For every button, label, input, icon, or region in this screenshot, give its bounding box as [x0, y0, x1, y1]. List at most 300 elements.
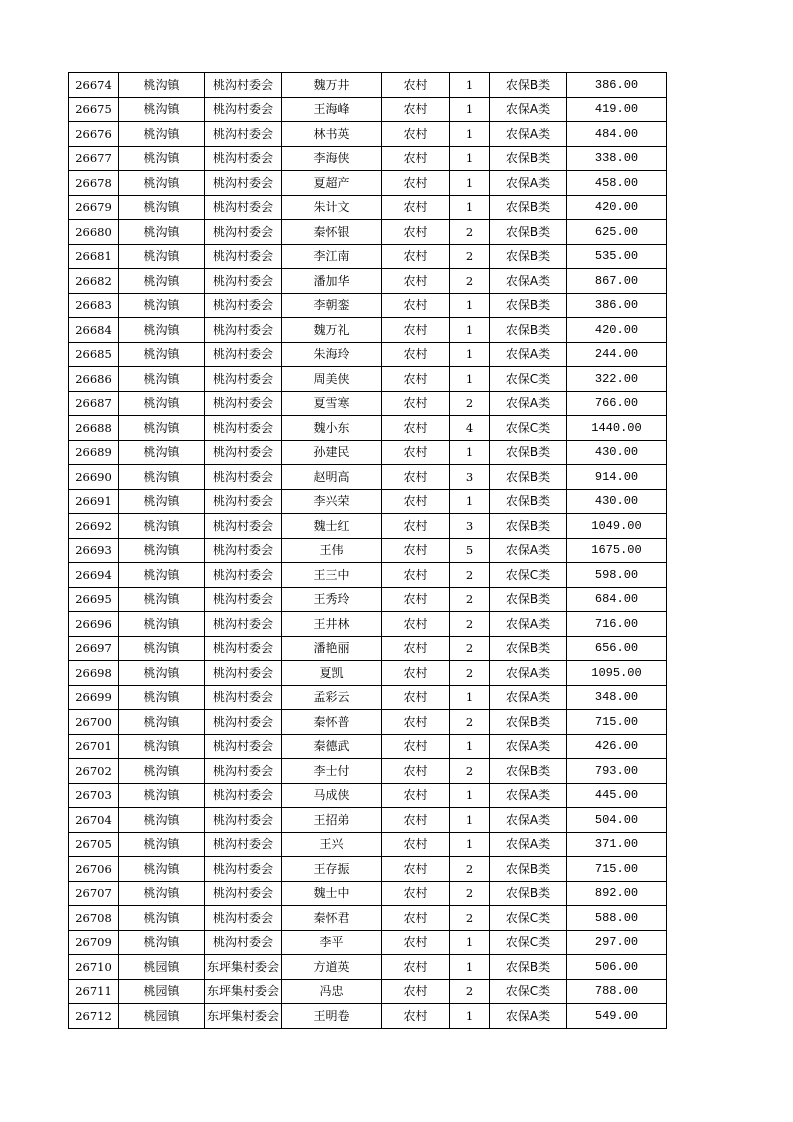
cell-id: 26676: [69, 122, 119, 147]
cell-committee: 桃沟村委会: [205, 293, 282, 318]
cell-id: 26707: [69, 881, 119, 906]
table-row: [69, 1004, 667, 1029]
cell-category: 农保A类: [490, 734, 567, 759]
cell-committee: 桃沟村委会: [205, 661, 282, 686]
cell-category: 农保A类: [490, 661, 567, 686]
cell-category: 农保A类: [490, 808, 567, 833]
cell-count: 1: [450, 97, 490, 122]
cell-amount: 430.00: [567, 440, 667, 465]
cell-area: 农村: [382, 587, 450, 612]
cell-name: 魏小东: [282, 416, 382, 441]
cell-amount: 458.00: [567, 171, 667, 196]
cell-amount: 715.00: [567, 857, 667, 882]
cell-name: 李平: [282, 930, 382, 955]
cell-category: 农保B类: [490, 244, 567, 269]
cell-committee: 桃沟村委会: [205, 808, 282, 833]
cell-committee: 桃沟村委会: [205, 710, 282, 735]
cell-id: 26688: [69, 416, 119, 441]
cell-category: 农保C类: [490, 563, 567, 588]
cell-name: 王招弟: [282, 808, 382, 833]
cell-area: 农村: [382, 97, 450, 122]
cell-committee: 桃沟村委会: [205, 906, 282, 931]
cell-id: 26698: [69, 661, 119, 686]
table-row: [69, 318, 667, 343]
table-row: [69, 832, 667, 857]
cell-town: 桃沟镇: [119, 318, 205, 343]
cell-count: 1: [450, 367, 490, 392]
cell-town: 桃沟镇: [119, 563, 205, 588]
cell-town: 桃沟镇: [119, 416, 205, 441]
cell-committee: 桃沟村委会: [205, 612, 282, 637]
cell-amount: 386.00: [567, 293, 667, 318]
cell-name: 潘艳丽: [282, 636, 382, 661]
cell-town: 桃沟镇: [119, 759, 205, 784]
cell-category: 农保A类: [490, 269, 567, 294]
cell-amount: 716.00: [567, 612, 667, 637]
cell-committee: 桃沟村委会: [205, 122, 282, 147]
cell-count: 1: [450, 195, 490, 220]
cell-count: 2: [450, 759, 490, 784]
cell-name: 王海峰: [282, 97, 382, 122]
cell-name: 夏超产: [282, 171, 382, 196]
cell-amount: 793.00: [567, 759, 667, 784]
cell-id: 26685: [69, 342, 119, 367]
cell-count: 1: [450, 293, 490, 318]
cell-name: 林书英: [282, 122, 382, 147]
cell-amount: 430.00: [567, 489, 667, 514]
cell-town: 桃沟镇: [119, 269, 205, 294]
cell-amount: 1675.00: [567, 538, 667, 563]
cell-committee: 桃沟村委会: [205, 783, 282, 808]
cell-town: 桃沟镇: [119, 710, 205, 735]
cell-id: 26701: [69, 734, 119, 759]
cell-committee: 桃沟村委会: [205, 146, 282, 171]
data-table: [68, 72, 667, 1029]
cell-category: 农保B类: [490, 710, 567, 735]
cell-town: 桃沟镇: [119, 97, 205, 122]
cell-area: 农村: [382, 293, 450, 318]
cell-name: 孙建民: [282, 440, 382, 465]
cell-committee: 桃沟村委会: [205, 514, 282, 539]
table-row: [69, 538, 667, 563]
cell-name: 王明卷: [282, 1004, 382, 1029]
cell-area: 农村: [382, 318, 450, 343]
cell-name: 魏士中: [282, 881, 382, 906]
cell-count: 2: [450, 563, 490, 588]
cell-id: 26689: [69, 440, 119, 465]
cell-committee: 桃沟村委会: [205, 538, 282, 563]
cell-committee: 桃沟村委会: [205, 734, 282, 759]
cell-id: 26684: [69, 318, 119, 343]
cell-id: 26706: [69, 857, 119, 882]
cell-town: 桃沟镇: [119, 685, 205, 710]
cell-id: 26696: [69, 612, 119, 637]
cell-town: 桃沟镇: [119, 391, 205, 416]
cell-town: 桃沟镇: [119, 73, 205, 98]
cell-area: 农村: [382, 734, 450, 759]
cell-category: 农保A类: [490, 122, 567, 147]
cell-count: 1: [450, 146, 490, 171]
table-row: [69, 587, 667, 612]
cell-area: 农村: [382, 538, 450, 563]
table-row: [69, 73, 667, 98]
cell-town: 桃沟镇: [119, 146, 205, 171]
cell-committee: 桃沟村委会: [205, 587, 282, 612]
cell-amount: 549.00: [567, 1004, 667, 1029]
cell-amount: 656.00: [567, 636, 667, 661]
cell-amount: 371.00: [567, 832, 667, 857]
cell-area: 农村: [382, 685, 450, 710]
cell-town: 桃沟镇: [119, 293, 205, 318]
cell-name: 魏万井: [282, 73, 382, 98]
cell-amount: 338.00: [567, 146, 667, 171]
cell-amount: 419.00: [567, 97, 667, 122]
cell-committee: 桃沟村委会: [205, 318, 282, 343]
cell-amount: 914.00: [567, 465, 667, 490]
cell-committee: 桃沟村委会: [205, 930, 282, 955]
cell-category: 农保B类: [490, 440, 567, 465]
table-row: [69, 979, 667, 1004]
cell-amount: 1049.00: [567, 514, 667, 539]
cell-town: 桃沟镇: [119, 930, 205, 955]
cell-committee: 桃沟村委会: [205, 97, 282, 122]
cell-area: 农村: [382, 783, 450, 808]
cell-area: 农村: [382, 710, 450, 735]
cell-count: 1: [450, 318, 490, 343]
cell-count: 3: [450, 514, 490, 539]
cell-amount: 506.00: [567, 955, 667, 980]
table-body: [69, 73, 667, 1029]
cell-committee: 桃沟村委会: [205, 465, 282, 490]
cell-committee: 桃沟村委会: [205, 563, 282, 588]
cell-committee: 桃沟村委会: [205, 73, 282, 98]
cell-category: 农保A类: [490, 783, 567, 808]
cell-count: 2: [450, 710, 490, 735]
cell-town: 桃沟镇: [119, 122, 205, 147]
cell-town: 桃沟镇: [119, 538, 205, 563]
cell-category: 农保B类: [490, 881, 567, 906]
cell-area: 农村: [382, 930, 450, 955]
cell-count: 4: [450, 416, 490, 441]
cell-committee: 桃沟村委会: [205, 440, 282, 465]
cell-category: 农保B类: [490, 955, 567, 980]
cell-town: 桃沟镇: [119, 906, 205, 931]
cell-count: 1: [450, 685, 490, 710]
cell-committee: 桃沟村委会: [205, 367, 282, 392]
cell-id: 26691: [69, 489, 119, 514]
cell-count: 1: [450, 783, 490, 808]
table-row: [69, 514, 667, 539]
cell-category: 农保B类: [490, 857, 567, 882]
cell-name: 魏万礼: [282, 318, 382, 343]
cell-name: 秦怀银: [282, 220, 382, 245]
cell-area: 农村: [382, 612, 450, 637]
table-row: [69, 685, 667, 710]
cell-area: 农村: [382, 881, 450, 906]
cell-name: 马成侠: [282, 783, 382, 808]
cell-town: 桃沟镇: [119, 587, 205, 612]
cell-name: 朱计文: [282, 195, 382, 220]
cell-category: 农保B类: [490, 73, 567, 98]
cell-name: 李士付: [282, 759, 382, 784]
cell-id: 26675: [69, 97, 119, 122]
cell-count: 2: [450, 269, 490, 294]
cell-amount: 625.00: [567, 220, 667, 245]
cell-committee: 桃沟村委会: [205, 881, 282, 906]
table-row: [69, 906, 667, 931]
cell-name: 秦德武: [282, 734, 382, 759]
cell-committee: 东坪集村委会: [205, 955, 282, 980]
cell-category: 农保A类: [490, 538, 567, 563]
table-row: [69, 342, 667, 367]
cell-count: 2: [450, 857, 490, 882]
cell-town: 桃沟镇: [119, 514, 205, 539]
cell-category: 农保A类: [490, 612, 567, 637]
table-row: [69, 146, 667, 171]
cell-count: 2: [450, 979, 490, 1004]
table-row: [69, 97, 667, 122]
cell-category: 农保A类: [490, 685, 567, 710]
cell-id: 26704: [69, 808, 119, 833]
cell-category: 农保B类: [490, 220, 567, 245]
cell-amount: 420.00: [567, 318, 667, 343]
cell-committee: 桃沟村委会: [205, 832, 282, 857]
cell-amount: 504.00: [567, 808, 667, 833]
cell-category: 农保A类: [490, 832, 567, 857]
cell-area: 农村: [382, 857, 450, 882]
cell-town: 桃沟镇: [119, 881, 205, 906]
table-row: [69, 122, 667, 147]
cell-count: 1: [450, 73, 490, 98]
table-row: [69, 710, 667, 735]
cell-town: 桃沟镇: [119, 832, 205, 857]
cell-amount: 588.00: [567, 906, 667, 931]
cell-name: 李江南: [282, 244, 382, 269]
cell-area: 农村: [382, 122, 450, 147]
table-row: [69, 759, 667, 784]
cell-area: 农村: [382, 342, 450, 367]
cell-town: 桃园镇: [119, 1004, 205, 1029]
cell-area: 农村: [382, 1004, 450, 1029]
table-row: [69, 955, 667, 980]
cell-name: 魏士红: [282, 514, 382, 539]
cell-id: 26699: [69, 685, 119, 710]
cell-name: 王秀玲: [282, 587, 382, 612]
table-row: [69, 465, 667, 490]
cell-committee: 桃沟村委会: [205, 342, 282, 367]
cell-town: 桃园镇: [119, 955, 205, 980]
cell-name: 李兴荣: [282, 489, 382, 514]
cell-amount: 445.00: [567, 783, 667, 808]
cell-id: 26697: [69, 636, 119, 661]
cell-area: 农村: [382, 416, 450, 441]
table-row: [69, 293, 667, 318]
cell-town: 桃沟镇: [119, 244, 205, 269]
cell-area: 农村: [382, 73, 450, 98]
table-row: [69, 489, 667, 514]
cell-id: 26683: [69, 293, 119, 318]
cell-area: 农村: [382, 195, 450, 220]
cell-category: 农保B类: [490, 636, 567, 661]
table-row: [69, 416, 667, 441]
cell-town: 桃沟镇: [119, 367, 205, 392]
cell-name: 方道英: [282, 955, 382, 980]
cell-category: 农保B类: [490, 489, 567, 514]
cell-amount: 426.00: [567, 734, 667, 759]
cell-name: 潘加华: [282, 269, 382, 294]
cell-amount: 386.00: [567, 73, 667, 98]
cell-area: 农村: [382, 759, 450, 784]
table-row: [69, 808, 667, 833]
cell-id: 26686: [69, 367, 119, 392]
cell-category: 农保B类: [490, 195, 567, 220]
cell-name: 李朝銮: [282, 293, 382, 318]
cell-category: 农保B类: [490, 759, 567, 784]
cell-name: 孟彩云: [282, 685, 382, 710]
cell-count: 1: [450, 440, 490, 465]
cell-committee: 桃沟村委会: [205, 269, 282, 294]
cell-count: 1: [450, 122, 490, 147]
cell-area: 农村: [382, 465, 450, 490]
table-row: [69, 930, 667, 955]
cell-area: 农村: [382, 563, 450, 588]
cell-amount: 766.00: [567, 391, 667, 416]
cell-category: 农保C类: [490, 930, 567, 955]
cell-town: 桃沟镇: [119, 440, 205, 465]
cell-area: 农村: [382, 906, 450, 931]
cell-count: 3: [450, 465, 490, 490]
cell-name: 夏凯: [282, 661, 382, 686]
cell-id: 26681: [69, 244, 119, 269]
cell-committee: 桃沟村委会: [205, 195, 282, 220]
table-row: [69, 636, 667, 661]
cell-name: 夏雪寒: [282, 391, 382, 416]
cell-committee: 桃沟村委会: [205, 759, 282, 784]
cell-count: 1: [450, 955, 490, 980]
cell-town: 桃沟镇: [119, 489, 205, 514]
cell-committee: 桃沟村委会: [205, 171, 282, 196]
table-row: [69, 857, 667, 882]
table-row: [69, 563, 667, 588]
cell-id: 26694: [69, 563, 119, 588]
cell-area: 农村: [382, 832, 450, 857]
cell-id: 26680: [69, 220, 119, 245]
cell-town: 桃沟镇: [119, 661, 205, 686]
cell-committee: 桃沟村委会: [205, 416, 282, 441]
cell-count: 1: [450, 734, 490, 759]
cell-area: 农村: [382, 391, 450, 416]
cell-category: 农保C类: [490, 979, 567, 1004]
cell-name: 秦怀普: [282, 710, 382, 735]
cell-category: 农保C类: [490, 416, 567, 441]
cell-id: 26700: [69, 710, 119, 735]
table-row: [69, 612, 667, 637]
cell-id: 26705: [69, 832, 119, 857]
table-row: [69, 440, 667, 465]
cell-amount: 322.00: [567, 367, 667, 392]
cell-amount: 715.00: [567, 710, 667, 735]
cell-category: 农保A类: [490, 97, 567, 122]
cell-committee: 东坪集村委会: [205, 1004, 282, 1029]
cell-count: 1: [450, 808, 490, 833]
cell-area: 农村: [382, 244, 450, 269]
cell-category: 农保A类: [490, 342, 567, 367]
cell-category: 农保B类: [490, 293, 567, 318]
cell-area: 农村: [382, 220, 450, 245]
cell-town: 桃沟镇: [119, 171, 205, 196]
cell-category: 农保B类: [490, 514, 567, 539]
cell-name: 李海侠: [282, 146, 382, 171]
cell-amount: 684.00: [567, 587, 667, 612]
cell-area: 农村: [382, 979, 450, 1004]
cell-town: 桃沟镇: [119, 342, 205, 367]
cell-committee: 桃沟村委会: [205, 636, 282, 661]
cell-amount: 1440.00: [567, 416, 667, 441]
cell-id: 26679: [69, 195, 119, 220]
cell-town: 桃沟镇: [119, 808, 205, 833]
cell-category: 农保B类: [490, 465, 567, 490]
cell-amount: 892.00: [567, 881, 667, 906]
cell-category: 农保A类: [490, 171, 567, 196]
cell-committee: 桃沟村委会: [205, 220, 282, 245]
cell-town: 桃沟镇: [119, 783, 205, 808]
cell-amount: 535.00: [567, 244, 667, 269]
cell-count: 1: [450, 930, 490, 955]
cell-amount: 598.00: [567, 563, 667, 588]
cell-name: 周美侠: [282, 367, 382, 392]
cell-name: 朱海玲: [282, 342, 382, 367]
cell-area: 农村: [382, 171, 450, 196]
cell-area: 农村: [382, 661, 450, 686]
cell-count: 2: [450, 391, 490, 416]
cell-count: 2: [450, 906, 490, 931]
cell-amount: 420.00: [567, 195, 667, 220]
cell-committee: 桃沟村委会: [205, 685, 282, 710]
cell-count: 2: [450, 220, 490, 245]
cell-count: 1: [450, 171, 490, 196]
cell-amount: 867.00: [567, 269, 667, 294]
cell-amount: 244.00: [567, 342, 667, 367]
cell-amount: 297.00: [567, 930, 667, 955]
cell-count: 2: [450, 244, 490, 269]
cell-id: 26695: [69, 587, 119, 612]
cell-count: 1: [450, 1004, 490, 1029]
cell-count: 1: [450, 342, 490, 367]
cell-town: 桃沟镇: [119, 857, 205, 882]
cell-committee: 东坪集村委会: [205, 979, 282, 1004]
cell-id: 26682: [69, 269, 119, 294]
cell-area: 农村: [382, 367, 450, 392]
cell-count: 2: [450, 612, 490, 637]
cell-name: 王伟: [282, 538, 382, 563]
cell-amount: 788.00: [567, 979, 667, 1004]
cell-area: 农村: [382, 514, 450, 539]
cell-committee: 桃沟村委会: [205, 244, 282, 269]
table-row: [69, 244, 667, 269]
table-row: [69, 195, 667, 220]
cell-amount: 1095.00: [567, 661, 667, 686]
cell-category: 农保A类: [490, 391, 567, 416]
cell-area: 农村: [382, 146, 450, 171]
cell-amount: 484.00: [567, 122, 667, 147]
cell-name: 王井林: [282, 612, 382, 637]
cell-area: 农村: [382, 636, 450, 661]
table-row: [69, 661, 667, 686]
table-row: [69, 220, 667, 245]
cell-id: 26702: [69, 759, 119, 784]
cell-id: 26677: [69, 146, 119, 171]
cell-count: 2: [450, 636, 490, 661]
